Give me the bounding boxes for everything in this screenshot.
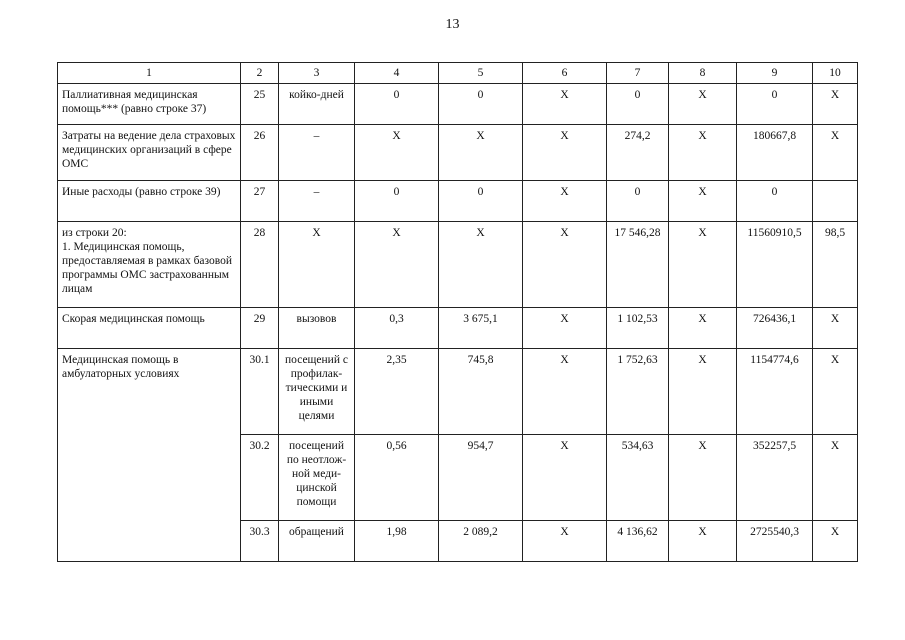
- cell-col4: 0: [355, 84, 439, 125]
- row-code: 25: [241, 84, 279, 125]
- cell-col8: X: [669, 222, 737, 308]
- cell-col4: 2,35: [355, 349, 439, 435]
- row-unit: посещений по неотлож-ной меди-цинской помощи: [279, 435, 355, 521]
- header-cell: 5: [439, 63, 523, 84]
- cell-col10: 98,5: [813, 222, 858, 308]
- row-name: из строки 20: 1. Медицинская помощь, предоставляемая в рамках базовой программы ОМС застрахованным лицам: [58, 222, 241, 308]
- cell-col8: X: [669, 84, 737, 125]
- cell-col5: 0: [439, 84, 523, 125]
- row-code: 29: [241, 308, 279, 349]
- cell-col10: X: [813, 435, 858, 521]
- table-row: [58, 308, 858, 349]
- cell-col10: X: [813, 521, 858, 562]
- row-unit: обращений: [279, 521, 355, 562]
- cell-col8: X: [669, 435, 737, 521]
- row-code: 30.2: [241, 435, 279, 521]
- cell-col6: X: [523, 435, 607, 521]
- table-row: [58, 349, 858, 435]
- header-row: [58, 63, 858, 84]
- cell-col8: X: [669, 308, 737, 349]
- row-unit: –: [279, 125, 355, 181]
- cell-col10: [813, 181, 858, 222]
- row-unit: посещений с профилак-тическими и иными целями: [279, 349, 355, 435]
- cell-col4: 0,3: [355, 308, 439, 349]
- row-unit: –: [279, 181, 355, 222]
- cell-col10: X: [813, 84, 858, 125]
- financing-table: [57, 62, 858, 562]
- page-number: 13: [445, 17, 460, 32]
- header-cell: 6: [523, 63, 607, 84]
- cell-col9: 726436,1: [737, 308, 813, 349]
- cell-col5: X: [439, 222, 523, 308]
- row-code: 27: [241, 181, 279, 222]
- header-cell: 2: [241, 63, 279, 84]
- cell-col7: 534,63: [607, 435, 669, 521]
- cell-col6: X: [523, 308, 607, 349]
- table-row: [58, 125, 858, 181]
- cell-col6: X: [523, 222, 607, 308]
- cell-col8: X: [669, 125, 737, 181]
- header-cell: 4: [355, 63, 439, 84]
- cell-col7: 0: [607, 181, 669, 222]
- row-unit: вызовов: [279, 308, 355, 349]
- cell-col8: X: [669, 521, 737, 562]
- cell-col10: X: [813, 349, 858, 435]
- cell-col4: X: [355, 125, 439, 181]
- row-name: Иные расходы (равно строке 39): [58, 181, 241, 222]
- header-cell: 3: [279, 63, 355, 84]
- row-code: 28: [241, 222, 279, 308]
- cell-col5: X: [439, 125, 523, 181]
- row-name: Паллиативная медицинская помощь*** (равно строке 37): [58, 84, 241, 125]
- cell-col9: 2725540,3: [737, 521, 813, 562]
- table-row: [58, 222, 858, 308]
- cell-col9: 352257,5: [737, 435, 813, 521]
- cell-col6: X: [523, 521, 607, 562]
- table-row: [58, 84, 858, 125]
- row-code: 30.1: [241, 349, 279, 435]
- cell-col9: 0: [737, 84, 813, 125]
- cell-col7: 0: [607, 84, 669, 125]
- cell-col6: X: [523, 84, 607, 125]
- cell-col5: 0: [439, 181, 523, 222]
- cell-col4: X: [355, 222, 439, 308]
- row-unit: койко-дней: [279, 84, 355, 125]
- cell-col4: 0,56: [355, 435, 439, 521]
- cell-col8: X: [669, 181, 737, 222]
- cell-col7: 1 752,63: [607, 349, 669, 435]
- header-cell: 7: [607, 63, 669, 84]
- header-cell: 1: [58, 63, 241, 84]
- row-name: Затраты на ведение дела страховых медицинских организаций в сфере ОМС: [58, 125, 241, 181]
- cell-col5: 954,7: [439, 435, 523, 521]
- header-cell: 8: [669, 63, 737, 84]
- cell-col10: X: [813, 308, 858, 349]
- header-cell: 10: [813, 63, 858, 84]
- cell-col6: X: [523, 349, 607, 435]
- cell-col9: 0: [737, 181, 813, 222]
- cell-col5: 3 675,1: [439, 308, 523, 349]
- cell-col7: 274,2: [607, 125, 669, 181]
- cell-col5: 745,8: [439, 349, 523, 435]
- cell-col9: 11560910,5: [737, 222, 813, 308]
- cell-col9: 1154774,6: [737, 349, 813, 435]
- cell-col7: 1 102,53: [607, 308, 669, 349]
- header-cell: 9: [737, 63, 813, 84]
- ambulatory-name: Медицинская помощь в амбулаторных условиях: [58, 349, 241, 562]
- cell-col7: 4 136,62: [607, 521, 669, 562]
- cell-col10: X: [813, 125, 858, 181]
- row-code: 30.3: [241, 521, 279, 562]
- row-code: 26: [241, 125, 279, 181]
- cell-col8: X: [669, 349, 737, 435]
- row-unit: X: [279, 222, 355, 308]
- cell-col7: 17 546,28: [607, 222, 669, 308]
- table-row: [58, 181, 858, 222]
- cell-col4: 1,98: [355, 521, 439, 562]
- cell-col4: 0: [355, 181, 439, 222]
- cell-col6: X: [523, 181, 607, 222]
- cell-col5: 2 089,2: [439, 521, 523, 562]
- row-name: Скорая медицинская помощь: [58, 308, 241, 349]
- cell-col6: X: [523, 125, 607, 181]
- cell-col9: 180667,8: [737, 125, 813, 181]
